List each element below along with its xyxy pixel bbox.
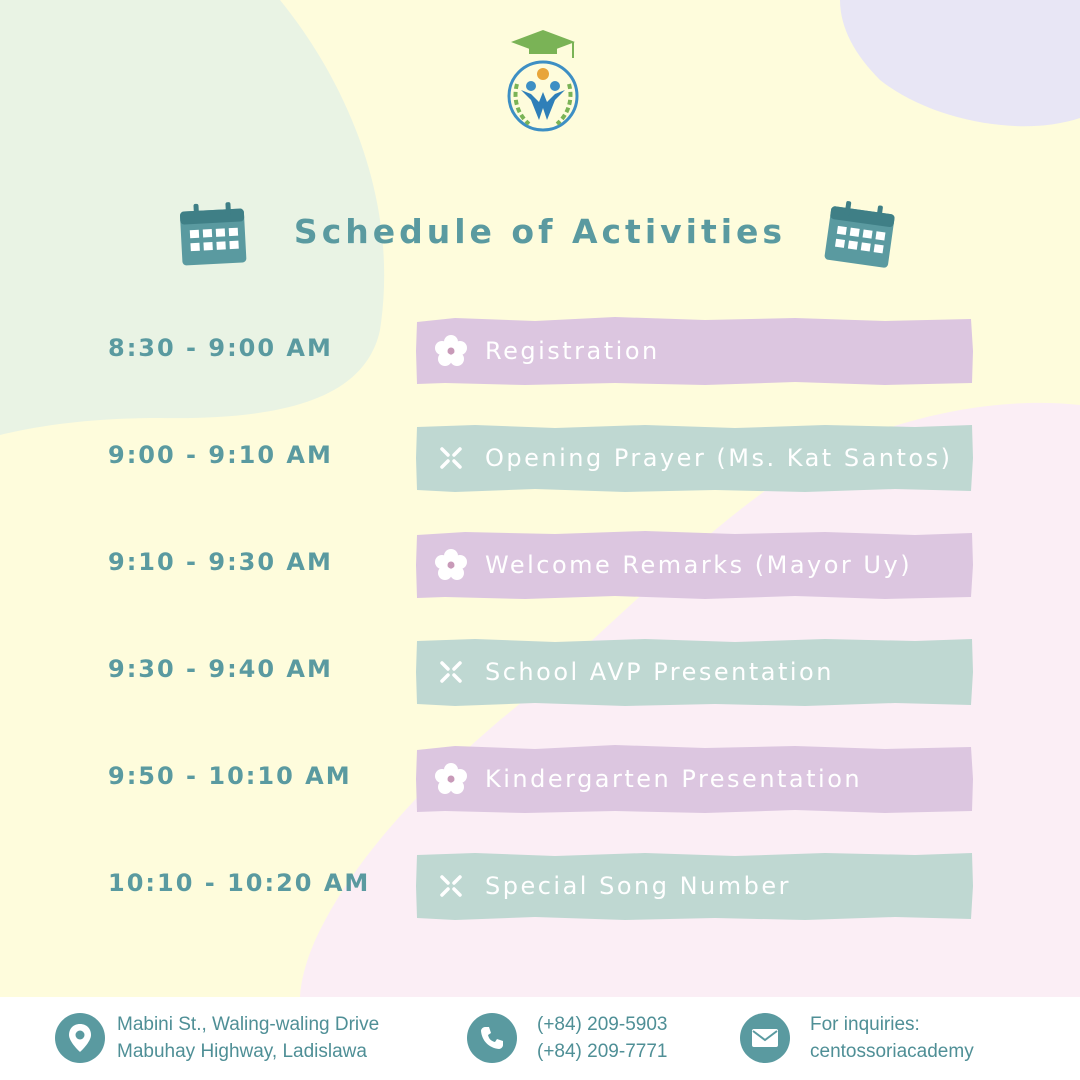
schedule-activity: Registration bbox=[485, 337, 660, 365]
schedule-item bbox=[415, 316, 975, 386]
footer bbox=[0, 997, 1080, 1080]
schedule-time: 8:30 - 9:00 AM bbox=[108, 334, 333, 362]
schedule-item bbox=[415, 744, 975, 814]
flower-icon bbox=[433, 761, 469, 797]
schedule-time: 9:50 - 10:10 AM bbox=[108, 762, 352, 790]
schedule-time: 9:00 - 9:10 AM bbox=[108, 441, 333, 469]
inquiries-label: For inquiries: bbox=[810, 1014, 920, 1035]
phone-number-1[interactable]: (+84) 209-5903 bbox=[537, 1014, 668, 1035]
schedule-activity: Opening Prayer (Ms. Kat Santos) bbox=[485, 444, 953, 472]
phone-number-2[interactable]: (+84) 209-7771 bbox=[537, 1041, 668, 1062]
school-logo bbox=[503, 28, 583, 138]
schedule-activity: Welcome Remarks (Mayor Uy) bbox=[485, 551, 913, 579]
footer-address bbox=[55, 1011, 379, 1065]
sparkle-icon bbox=[433, 440, 469, 476]
flower-icon bbox=[433, 547, 469, 583]
schedule-activity: Kindergarten Presentation bbox=[485, 765, 863, 793]
schedule-item bbox=[415, 530, 975, 600]
schedule-item bbox=[415, 423, 975, 493]
schedule-item bbox=[415, 637, 975, 707]
address-line-1: Mabini St., Waling-waling Drive bbox=[117, 1014, 380, 1035]
footer-inquiries bbox=[740, 1011, 974, 1065]
schedule-time: 9:30 - 9:40 AM bbox=[108, 655, 333, 683]
footer-phone bbox=[467, 1011, 667, 1065]
sparkle-icon bbox=[433, 868, 469, 904]
schedule-time: 9:10 - 9:30 AM bbox=[108, 548, 333, 576]
phone-icon bbox=[467, 1013, 517, 1063]
calendar-icon bbox=[177, 200, 249, 268]
schedule-time: 10:10 - 10:20 AM bbox=[108, 869, 371, 897]
location-pin-icon bbox=[55, 1013, 105, 1063]
mail-icon bbox=[740, 1013, 790, 1063]
schedule-item bbox=[415, 851, 975, 921]
sparkle-icon bbox=[433, 654, 469, 690]
schedule-activity: School AVP Presentation bbox=[485, 658, 834, 686]
address-line-2: Mabuhay Highway, Ladislawa bbox=[117, 1041, 367, 1062]
flower-icon bbox=[433, 333, 469, 369]
schedule-activity: Special Song Number bbox=[485, 872, 792, 900]
page-title: Schedule of Activities bbox=[293, 212, 787, 251]
inquiries-contact[interactable]: centossoriacademy bbox=[810, 1041, 974, 1062]
